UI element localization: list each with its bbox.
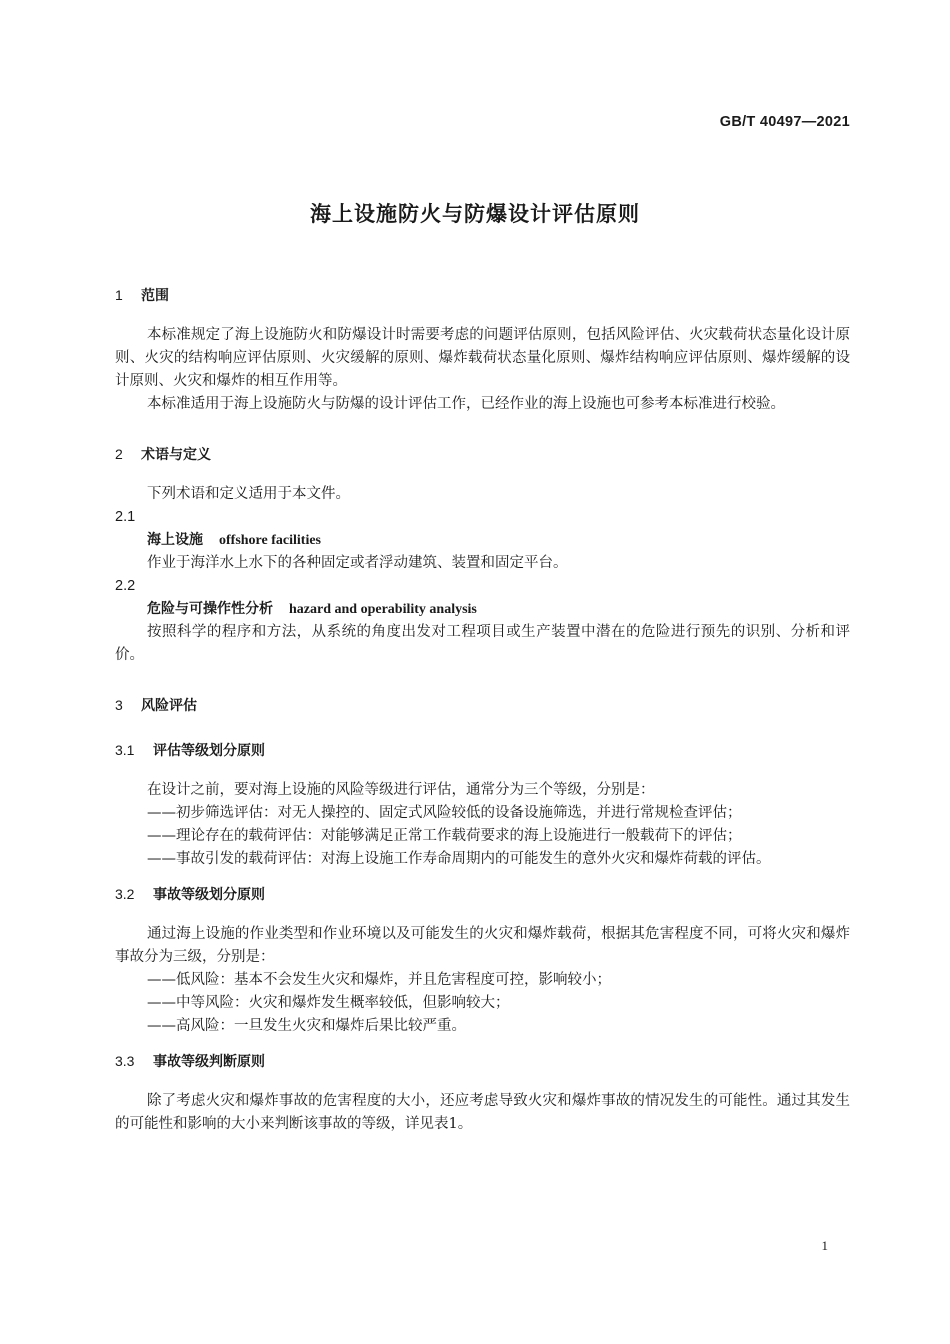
paragraph: 本标准适用于海上设施防火与防爆的设计评估工作，已经作业的海上设施也可参考本标准进行校验。 — [147, 396, 785, 412]
list-item: ——初步筛选评估：对无人操控的、固定式风险较低的设备设施筛选，并进行常规检查评估； — [147, 805, 742, 821]
list-item: ——高风险：一旦发生火灾和爆炸后果比较严重。 — [147, 1018, 466, 1034]
section-title: 术语与定义 — [141, 447, 211, 463]
list-item: ——低风险：基本不会发生火灾和爆炸，并且危害程度可控，影响较小； — [147, 972, 611, 988]
section-number: 2 — [115, 446, 123, 462]
subsection-title: 评估等级划分原则 — [153, 743, 265, 759]
term-heading — [115, 529, 850, 552]
subsection-3-1-heading — [115, 739, 850, 762]
list-item: ——事故引发的载荷评估：对海上设施工作寿命周期内的可能发生的意外火灾和爆炸荷载的评估。 — [147, 851, 771, 867]
subsection-title: 事故等级判断原则 — [153, 1054, 265, 1070]
section-3-heading — [115, 694, 850, 717]
section-1-heading — [115, 284, 850, 307]
term-heading — [115, 598, 850, 621]
section-number: 1 — [115, 287, 123, 303]
subsection-3-2-heading — [115, 883, 850, 906]
paragraph: 通过海上设施的作业类型和作业环境以及可能发生的火灾和爆炸载荷，根据其危害程度不同，可将火灾和爆炸事故分为三级，分别是： — [115, 926, 850, 965]
subsection-number: 3.3 — [115, 1053, 135, 1069]
term-number: 2.2 — [115, 578, 136, 594]
term-number: 2.1 — [115, 509, 136, 525]
subsection-3-3-heading — [115, 1050, 850, 1073]
standard-code: GB/T 40497—2021 — [719, 114, 850, 130]
section-title: 风险评估 — [141, 698, 197, 714]
list-item: ——中等风险：火灾和爆炸发生概率较低，但影响较大； — [147, 995, 510, 1011]
term-en: hazard and operability analysis — [289, 602, 477, 617]
paragraph: 本标准规定了海上设施防火和防爆设计时需要考虑的问题评估原则，包括风险评估、火灾载荷状态量化设计原则、火灾的结构响应评估原则、火灾缓解的原则、爆炸载荷状态量化原则、爆炸结构响应评估原则、爆炸缓解的设计原则、火灾和爆炸的相互作用等。 — [115, 327, 850, 389]
subsection-number: 3.1 — [115, 742, 135, 758]
term-definition: 按照科学的程序和方法，从系统的角度出发对工程项目或生产装置中潜在的危险进行预先的识别、分析和评价。 — [115, 624, 850, 663]
list-item: ——理论存在的载荷评估：对能够满足正常工作载荷要求的海上设施进行一般载荷下的评估； — [147, 828, 742, 844]
term-definition: 作业于海洋水上水下的各种固定或者浮动建筑、装置和固定平台。 — [147, 555, 568, 571]
document-title: 海上设施防火与防爆设计评估原则 — [310, 202, 640, 226]
term-zh: 海上设施 — [147, 532, 203, 548]
paragraph: 下列术语和定义适用于本文件。 — [147, 486, 350, 502]
document-body — [115, 284, 850, 1136]
subsection-title: 事故等级划分原则 — [153, 887, 265, 903]
subsection-number: 3.2 — [115, 886, 135, 902]
paragraph: 除了考虑火灾和爆炸事故的危害程度的大小，还应考虑导致火灾和爆炸事故的情况发生的可能性。通过其发生的可能性和影响的大小来判断该事故的等级，详见表1。 — [115, 1093, 850, 1132]
section-title: 范围 — [141, 288, 169, 304]
section-number: 3 — [115, 697, 123, 713]
page-number: 1 — [821, 1238, 828, 1253]
section-2-heading — [115, 443, 850, 466]
term-zh: 危险与可操作性分析 — [147, 601, 273, 617]
paragraph: 在设计之前，要对海上设施的风险等级进行评估，通常分为三个等级，分别是： — [147, 782, 655, 798]
term-en: offshore facilities — [219, 533, 321, 548]
